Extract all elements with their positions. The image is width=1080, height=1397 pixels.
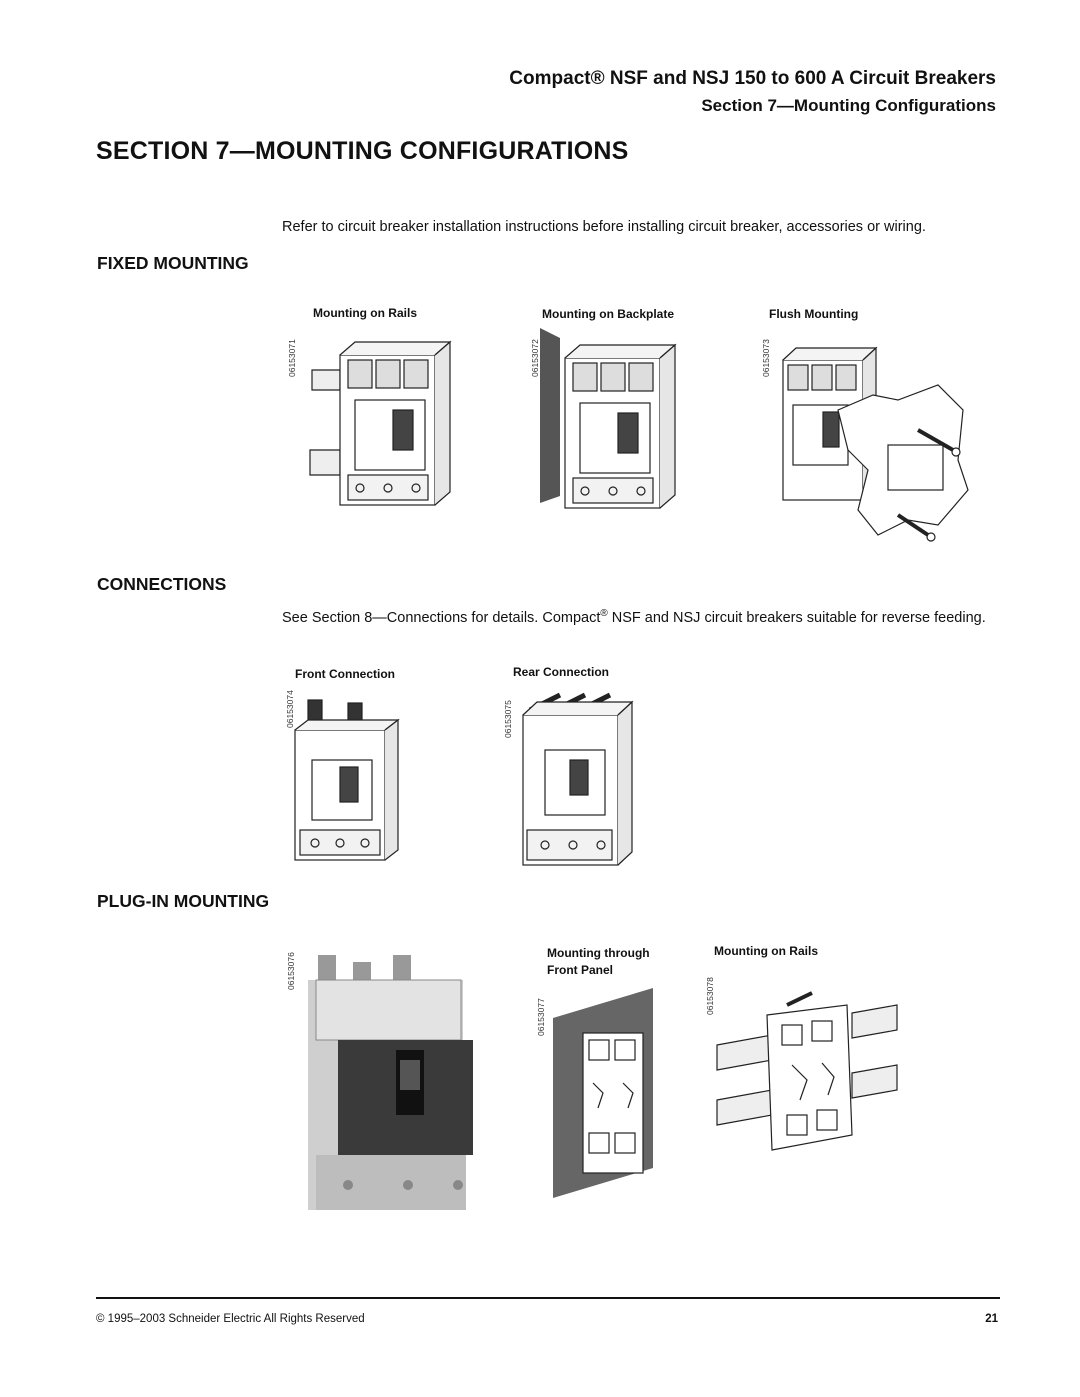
footer-copyright: © 1995–2003 Schneider Electric All Rights Reserved [96, 1313, 365, 1325]
figure-id: 06153071 [287, 339, 297, 377]
page-number: 21 [985, 1313, 998, 1325]
connections-heading: CONNECTIONS [97, 574, 227, 594]
connections-text-part1: See Section 8—Connections for details. Compact [282, 609, 601, 626]
breaker-on-backplate-illustration [540, 328, 700, 518]
figure-caption-plugin-rails: Mounting on Rails [714, 944, 818, 958]
figure-id: 06153076 [286, 952, 296, 990]
breaker-flush-mount-illustration [778, 340, 978, 550]
fixed-mounting-heading: FIXED MOUNTING [97, 253, 249, 273]
plugin-breaker-photo [298, 940, 478, 1230]
connections-text-part2: NSF and NSJ circuit breakers suitable for reverse feeding. [607, 609, 986, 626]
plugin-mounting-heading: PLUG-IN MOUNTING [97, 891, 270, 911]
plugin-on-rails-illustration [712, 985, 912, 1165]
caption-line: Mounting through [547, 946, 650, 960]
figure-caption-rear-connection: Rear Connection [513, 665, 610, 679]
front-connection-illustration [290, 695, 410, 865]
figure-id: 06153077 [536, 998, 546, 1036]
registered-mark: ® [600, 608, 608, 619]
document-header-title: Compact® NSF and NSJ 150 to 600 A Circuit Breakers [509, 68, 996, 89]
caption-line: Front Panel [547, 963, 614, 977]
connections-text [282, 603, 1002, 629]
figure-id: 06153072 [530, 339, 540, 377]
figure-id: 06153074 [285, 690, 295, 728]
rear-connection-illustration [515, 690, 645, 870]
figure-caption-rails: Mounting on Rails [313, 306, 417, 320]
figure-id: 06153078 [705, 977, 715, 1015]
through-front-panel-illustration [553, 988, 703, 1208]
figure-caption-backplate: Mounting on Backplate [542, 307, 674, 321]
document-header-subtitle: Section 7—Mounting Configurations [701, 96, 996, 115]
figure-id: 06153073 [761, 339, 771, 377]
section-title: SECTION 7—MOUNTING CONFIGURATIONS [96, 137, 629, 165]
figure-caption-flush: Flush Mounting [769, 307, 859, 321]
figure-caption-front-connection: Front Connection [295, 667, 395, 681]
breaker-on-rails-illustration [300, 330, 460, 520]
footer-rule [96, 1297, 1000, 1299]
intro-text: Refer to circuit breaker installation instructions before installing circuit breaker, accessories or wiring. [282, 219, 926, 235]
figure-caption-through-front-panel [547, 945, 650, 979]
figure-id: 06153075 [503, 700, 513, 738]
